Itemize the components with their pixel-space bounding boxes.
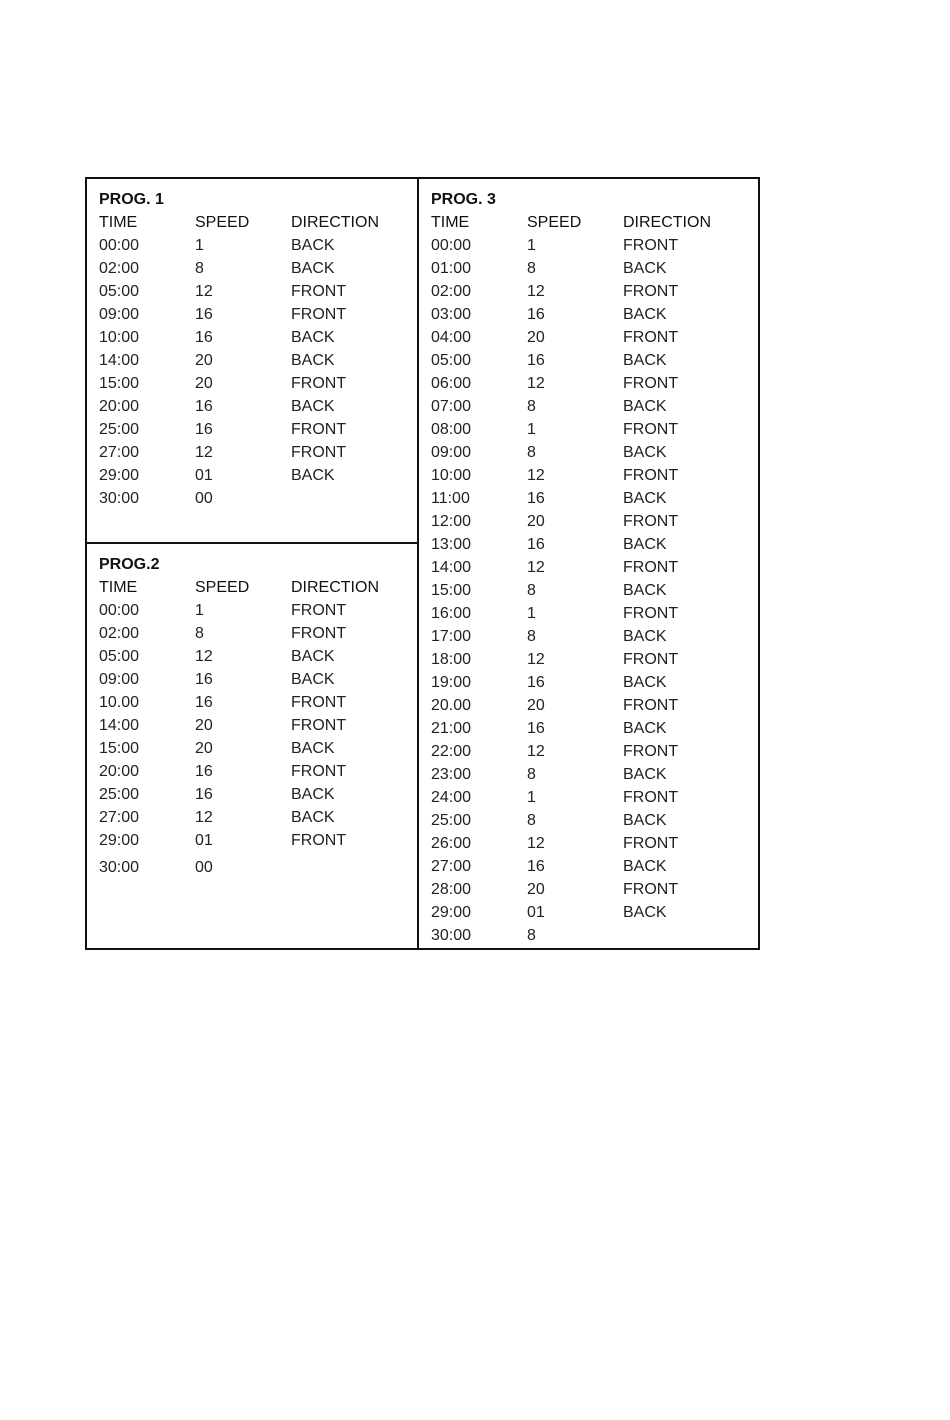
speed-cell: 8: [527, 260, 536, 277]
table-row: [431, 510, 743, 533]
time-cell: 29:00: [99, 467, 140, 484]
direction-cell: FRONT: [623, 329, 679, 346]
section-divider: [85, 542, 419, 544]
direction-cell: BACK: [291, 467, 335, 484]
direction-cell: FRONT: [623, 283, 679, 300]
direction-cell: BACK: [623, 720, 667, 737]
table-row: [99, 783, 411, 806]
direction-cell: BACK: [623, 306, 667, 323]
speed-cell: 20: [527, 697, 545, 714]
table-row: [99, 737, 411, 760]
table-row: [431, 487, 743, 510]
direction-cell: FRONT: [291, 421, 347, 438]
table-row: [431, 441, 743, 464]
table-row: [431, 924, 743, 947]
table-row: [431, 809, 743, 832]
direction-cell: FRONT: [623, 375, 679, 392]
speed-cell: 01: [195, 467, 213, 484]
time-cell: 02:00: [99, 260, 140, 277]
speed-cell: 16: [527, 490, 545, 507]
time-cell: 10:00: [431, 467, 472, 484]
table-row: [99, 487, 411, 510]
speed-cell: 20: [195, 717, 213, 734]
table-row: [431, 832, 743, 855]
direction-header: DIRECTION: [291, 214, 379, 231]
direction-cell: BACK: [291, 352, 335, 369]
table-row: [431, 418, 743, 441]
speed-cell: 00: [195, 490, 213, 507]
direction-cell: [291, 856, 411, 879]
direction-cell: BACK: [291, 260, 335, 277]
time-cell: 22:00: [431, 743, 472, 760]
table-row: [99, 418, 411, 441]
time-cell: 27:00: [99, 809, 140, 826]
speed-cell: 8: [527, 812, 536, 829]
direction-cell: FRONT: [291, 444, 347, 461]
speed-header: SPEED: [527, 214, 582, 231]
table-row: [431, 625, 743, 648]
direction-cell: FRONT: [623, 697, 679, 714]
time-cell: 20:00: [99, 763, 140, 780]
speed-cell: 16: [527, 674, 545, 691]
prog2-title: PROG.2: [99, 556, 160, 573]
time-cell: 14:00: [431, 559, 472, 576]
table-row: [431, 326, 743, 349]
time-cell: 18:00: [431, 651, 472, 668]
speed-cell: 1: [527, 789, 536, 806]
speed-cell: 8: [527, 582, 536, 599]
time-cell: 08:00: [431, 421, 472, 438]
speed-cell: 12: [527, 375, 545, 392]
speed-cell: 20: [195, 375, 213, 392]
speed-cell: 8: [527, 927, 536, 944]
time-header: TIME: [431, 214, 470, 231]
direction-cell: BACK: [623, 536, 667, 553]
table-row: [431, 556, 743, 579]
direction-cell: FRONT: [291, 375, 347, 392]
table-row: [431, 694, 743, 717]
time-cell: 09:00: [99, 671, 140, 688]
table-row: [99, 326, 411, 349]
table-row: [431, 234, 743, 257]
speed-header: SPEED: [195, 214, 250, 231]
table-row: [431, 717, 743, 740]
table-row: [99, 760, 411, 783]
direction-header: DIRECTION: [291, 579, 379, 596]
speed-cell: 1: [527, 237, 536, 254]
table-row: [99, 806, 411, 829]
direction-cell: FRONT: [291, 283, 347, 300]
speed-cell: 12: [527, 283, 545, 300]
time-cell: 29:00: [431, 904, 472, 921]
direction-cell: FRONT: [623, 467, 679, 484]
time-cell: 15:00: [431, 582, 472, 599]
speed-cell: 12: [527, 835, 545, 852]
table-row: [431, 878, 743, 901]
speed-cell: 8: [195, 260, 204, 277]
time-cell: 17:00: [431, 628, 472, 645]
speed-cell: 01: [195, 832, 213, 849]
time-cell: 07:00: [431, 398, 472, 415]
time-cell: 00:00: [431, 237, 472, 254]
direction-cell: BACK: [291, 786, 335, 803]
direction-cell: BACK: [291, 671, 335, 688]
table-row: [431, 579, 743, 602]
table-row: [99, 668, 411, 691]
direction-cell: [623, 924, 743, 947]
time-cell: 06:00: [431, 375, 472, 392]
time-cell: 05:00: [431, 352, 472, 369]
header-row: [99, 576, 411, 599]
speed-cell: 12: [195, 283, 213, 300]
time-cell: 23:00: [431, 766, 472, 783]
speed-cell: 16: [195, 671, 213, 688]
table-row: [431, 372, 743, 395]
table-row: [431, 901, 743, 924]
direction-cell: FRONT: [291, 763, 347, 780]
time-cell: 15:00: [99, 740, 140, 757]
direction-cell: BACK: [623, 858, 667, 875]
time-cell: 25:00: [99, 421, 140, 438]
time-cell: 01:00: [431, 260, 472, 277]
table-row: [99, 599, 411, 622]
time-cell: 12:00: [431, 513, 472, 530]
direction-cell: BACK: [291, 809, 335, 826]
direction-cell: FRONT: [623, 513, 679, 530]
time-cell: 21:00: [431, 720, 472, 737]
direction-cell: FRONT: [623, 421, 679, 438]
direction-cell: FRONT: [623, 651, 679, 668]
time-cell: 20:00: [99, 398, 140, 415]
direction-cell: BACK: [291, 398, 335, 415]
speed-cell: 16: [527, 352, 545, 369]
time-cell: 14:00: [99, 717, 140, 734]
direction-cell: FRONT: [291, 832, 347, 849]
time-cell: 05:00: [99, 648, 140, 665]
time-cell: 30:00: [99, 859, 140, 876]
time-cell: 30:00: [99, 490, 140, 507]
speed-cell: 1: [527, 421, 536, 438]
time-cell: 29:00: [99, 832, 140, 849]
time-cell: 16:00: [431, 605, 472, 622]
speed-cell: 8: [195, 625, 204, 642]
direction-cell: BACK: [623, 766, 667, 783]
time-cell: 15:00: [99, 375, 140, 392]
speed-cell: 1: [195, 237, 204, 254]
direction-header: DIRECTION: [623, 214, 711, 231]
table-row: [431, 257, 743, 280]
speed-cell: 16: [527, 306, 545, 323]
table-row: [99, 691, 411, 714]
direction-cell: FRONT: [291, 625, 347, 642]
table-row: [99, 234, 411, 257]
table-row: [99, 257, 411, 280]
time-cell: 00:00: [99, 237, 140, 254]
time-cell: 10:00: [99, 329, 140, 346]
prog-3-section: [431, 188, 743, 947]
direction-cell: BACK: [623, 398, 667, 415]
direction-cell: [291, 487, 411, 510]
direction-cell: FRONT: [291, 602, 347, 619]
speed-cell: 16: [195, 398, 213, 415]
table-row: [431, 303, 743, 326]
time-cell: 20.00: [431, 697, 472, 714]
table-row: [99, 280, 411, 303]
time-cell: 25:00: [99, 786, 140, 803]
speed-cell: 16: [195, 329, 213, 346]
speed-cell: 01: [527, 904, 545, 921]
speed-cell: 8: [527, 398, 536, 415]
time-cell: 02:00: [431, 283, 472, 300]
time-cell: 28:00: [431, 881, 472, 898]
time-cell: 30:00: [431, 927, 472, 944]
speed-cell: 16: [195, 786, 213, 803]
direction-cell: BACK: [291, 740, 335, 757]
direction-cell: BACK: [291, 329, 335, 346]
direction-cell: FRONT: [623, 605, 679, 622]
speed-cell: 20: [527, 881, 545, 898]
speed-cell: 16: [527, 536, 545, 553]
speed-cell: 12: [527, 651, 545, 668]
prog-2-section: [99, 553, 411, 879]
speed-cell: 20: [527, 329, 545, 346]
time-cell: 11:00: [431, 490, 470, 507]
time-cell: 03:00: [431, 306, 472, 323]
direction-cell: BACK: [623, 904, 667, 921]
speed-cell: 12: [195, 444, 213, 461]
speed-cell: 1: [527, 605, 536, 622]
speed-cell: 12: [527, 467, 545, 484]
table-row: [99, 714, 411, 737]
table-row: [99, 395, 411, 418]
speed-cell: 16: [527, 858, 545, 875]
table-row: [99, 372, 411, 395]
time-cell: 13:00: [431, 536, 472, 553]
time-cell: 24:00: [431, 789, 472, 806]
direction-cell: BACK: [623, 490, 667, 507]
table-row: [431, 464, 743, 487]
prog3-title: PROG. 3: [431, 191, 496, 208]
table-row: [431, 855, 743, 878]
speed-cell: 8: [527, 444, 536, 461]
time-cell: 25:00: [431, 812, 472, 829]
speed-cell: 12: [195, 648, 213, 665]
time-cell: 26:00: [431, 835, 472, 852]
table-row: [99, 856, 411, 879]
speed-cell: 12: [527, 743, 545, 760]
header-row: [99, 211, 411, 234]
speed-cell: 16: [195, 421, 213, 438]
table-row: [431, 648, 743, 671]
speed-cell: 16: [195, 694, 213, 711]
prog1-title: PROG. 1: [99, 191, 164, 208]
speed-cell: 1: [195, 602, 204, 619]
direction-cell: BACK: [623, 628, 667, 645]
table-row: [99, 829, 411, 852]
column-divider: [417, 177, 419, 950]
speed-cell: 8: [527, 628, 536, 645]
speed-cell: 16: [195, 763, 213, 780]
speed-header: SPEED: [195, 579, 250, 596]
table-row: [431, 740, 743, 763]
direction-cell: FRONT: [291, 306, 347, 323]
direction-cell: BACK: [291, 648, 335, 665]
table-row: [431, 280, 743, 303]
direction-cell: FRONT: [623, 835, 679, 852]
direction-cell: BACK: [623, 444, 667, 461]
table-row: [431, 533, 743, 556]
direction-cell: FRONT: [623, 789, 679, 806]
speed-cell: 16: [195, 306, 213, 323]
table-row: [99, 464, 411, 487]
speed-cell: 12: [527, 559, 545, 576]
table-row: [99, 303, 411, 326]
table-row: [99, 349, 411, 372]
direction-cell: FRONT: [623, 881, 679, 898]
prog-1-section: [99, 188, 411, 510]
time-cell: 09:00: [99, 306, 140, 323]
direction-cell: FRONT: [291, 694, 347, 711]
direction-cell: BACK: [623, 812, 667, 829]
direction-cell: BACK: [623, 352, 667, 369]
speed-cell: 16: [527, 720, 545, 737]
time-cell: 27:00: [431, 858, 472, 875]
table-row: [99, 645, 411, 668]
time-cell: 27:00: [99, 444, 140, 461]
speed-cell: 8: [527, 766, 536, 783]
table-row: [431, 602, 743, 625]
time-cell: 09:00: [431, 444, 472, 461]
time-cell: 19:00: [431, 674, 472, 691]
direction-cell: FRONT: [623, 559, 679, 576]
table-row: [431, 349, 743, 372]
time-cell: 04:00: [431, 329, 472, 346]
direction-cell: BACK: [623, 582, 667, 599]
table-row: [431, 671, 743, 694]
header-row: [431, 211, 743, 234]
speed-cell: 12: [195, 809, 213, 826]
time-cell: 02:00: [99, 625, 140, 642]
time-cell: 00:00: [99, 602, 140, 619]
direction-cell: FRONT: [623, 743, 679, 760]
time-cell: 05:00: [99, 283, 140, 300]
speed-cell: 00: [195, 859, 213, 876]
direction-cell: BACK: [623, 260, 667, 277]
speed-cell: 20: [195, 352, 213, 369]
time-header: TIME: [99, 579, 138, 596]
direction-cell: BACK: [623, 674, 667, 691]
table-row: [431, 395, 743, 418]
table-row: [431, 786, 743, 809]
speed-cell: 20: [195, 740, 213, 757]
direction-cell: FRONT: [291, 717, 347, 734]
table-row: [431, 763, 743, 786]
time-header: TIME: [99, 214, 138, 231]
direction-cell: FRONT: [623, 237, 679, 254]
direction-cell: BACK: [291, 237, 335, 254]
table-row: [99, 622, 411, 645]
speed-cell: 20: [527, 513, 545, 530]
time-cell: 14:00: [99, 352, 140, 369]
time-cell: 10.00: [99, 694, 140, 711]
table-row: [99, 441, 411, 464]
